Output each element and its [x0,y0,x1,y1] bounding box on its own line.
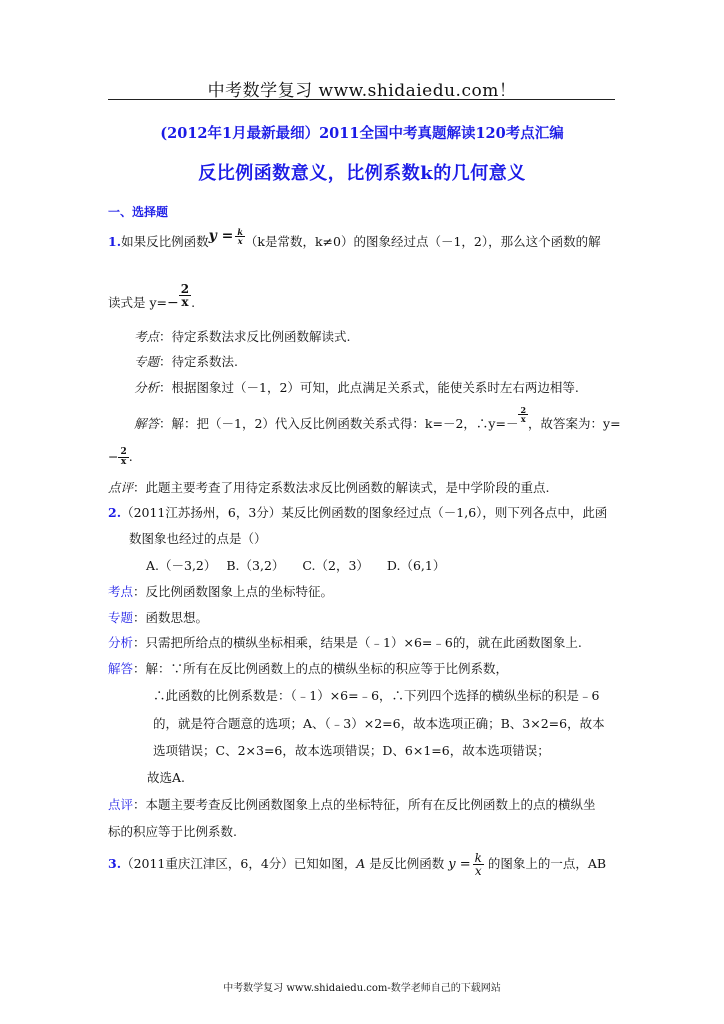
q2-dianping-line2: 标的积应等于比例系数. [108,824,237,839]
q2-zhuanti: 专题：函数思想。 [108,610,209,625]
q1-fenxi: 分析：根据图象过（－1，2）可知，此点满足关系式，能使关系时左右两边相等. [134,380,579,395]
q1-line2: 读式是 y=− $\frac{2}{x}$ . [108,282,196,311]
q2-line1: 2.（2011江苏扬州，6，3分）某反比例函数的图象经过点（－1,6），则下列各点中，此函 [108,505,608,520]
q2-jieda-line3: 的，就是符合题意的选项；A、（﹣3）×2=6，故本选项正确；B、3×2=6，故本 [153,716,605,731]
q2-kaodian: 考点：反比例函数图象上点的坐标特征。 [108,584,334,599]
q2-fenxi: 分析：只需把所给点的横纵坐标相乘，结果是（﹣1）×6=﹣6的，就在此函数图象上. [108,635,582,650]
q2-line2: 数图象也经过的点是（） [129,531,267,546]
q1-jieda: 解答：解：把（－1，2）代入反比例函数关系式得：k=－2，∴y=－ $\frac{2}{x}$ ，故答案为：y= [134,405,621,431]
q1-answer-fraction: $\frac{2}{x}$ [180,282,190,309]
q2-options [146,556,445,574]
q1-intro: 如果反比例函数 [121,234,209,249]
q2-option-a: A.（－3,2） [146,558,217,573]
q1-condition: （k是常数，k≠0）的图象经过点（－1，2），那么这个函数的解 [244,234,601,249]
q2-option-d: D.（6,1） [386,558,446,573]
q1-formula: y = $\frac{k}{x}$ [208,226,243,246]
q2-jieda-line5: 故选A. [147,770,186,785]
q3-formula: y = $\frac{k}{x}$ [448,851,482,878]
document-title: (2012年1月最新最细）2011全国中考真题解读120考点汇编 [160,125,564,142]
footer-text: 中考数学复习 www.shidaiedu.com-数学老师自己的下载网站 [223,983,501,994]
section-heading: 一、选择题 [108,205,169,219]
q2-jieda-line1: 解答：解：∵所有在反比例函数上的点的横纵坐标的积应等于比例系数， [108,661,509,676]
q1-zhuanti: 专题：待定系数法. [134,354,238,369]
q2-dianping-line1: 点评：本题主要考查反比例函数图象上点的坐标特征，所有在反比例函数上的点的横纵坐 [108,797,596,812]
header-title: 中考数学复习 www.shidaiedu.com！ [207,81,517,101]
q2-jieda-line2: ∴此函数的比例系数是：（﹣1）×6=﹣6，∴下列四个选择的横纵坐标的积是﹣6 [153,688,600,703]
q1-dianping: 点评：此题主要考查了用待定系数法求反比例函数的解读式，是中学阶段的重点. [108,480,550,495]
header-divider [108,99,615,100]
q3-var-a: A [356,856,366,871]
q1-line1 [108,226,601,251]
q1-answer-line: − $\frac{2}{x}$ . [108,447,133,467]
q1-number: 1. [108,234,122,249]
document-subtitle: 反比例函数意义，比例系数k的几何意义 [198,163,526,184]
q3-line1: 3.（2011重庆江津区，6，4分）已知如图，A 是反比例函数 y = $\frac{k}{x}$ 的图象上的一点，AB [108,851,607,878]
q2-jieda-line4: 选项错误；C、2×3=6，故本选项错误；D、6×1=6，故本选项错误； [153,743,550,758]
q2-option-b: B.（3,2） [226,558,285,573]
q1-kaodian: 考点：待定系数法求反比例函数解读式. [134,329,351,344]
q2-option-c: C.（2，3） [302,558,369,573]
